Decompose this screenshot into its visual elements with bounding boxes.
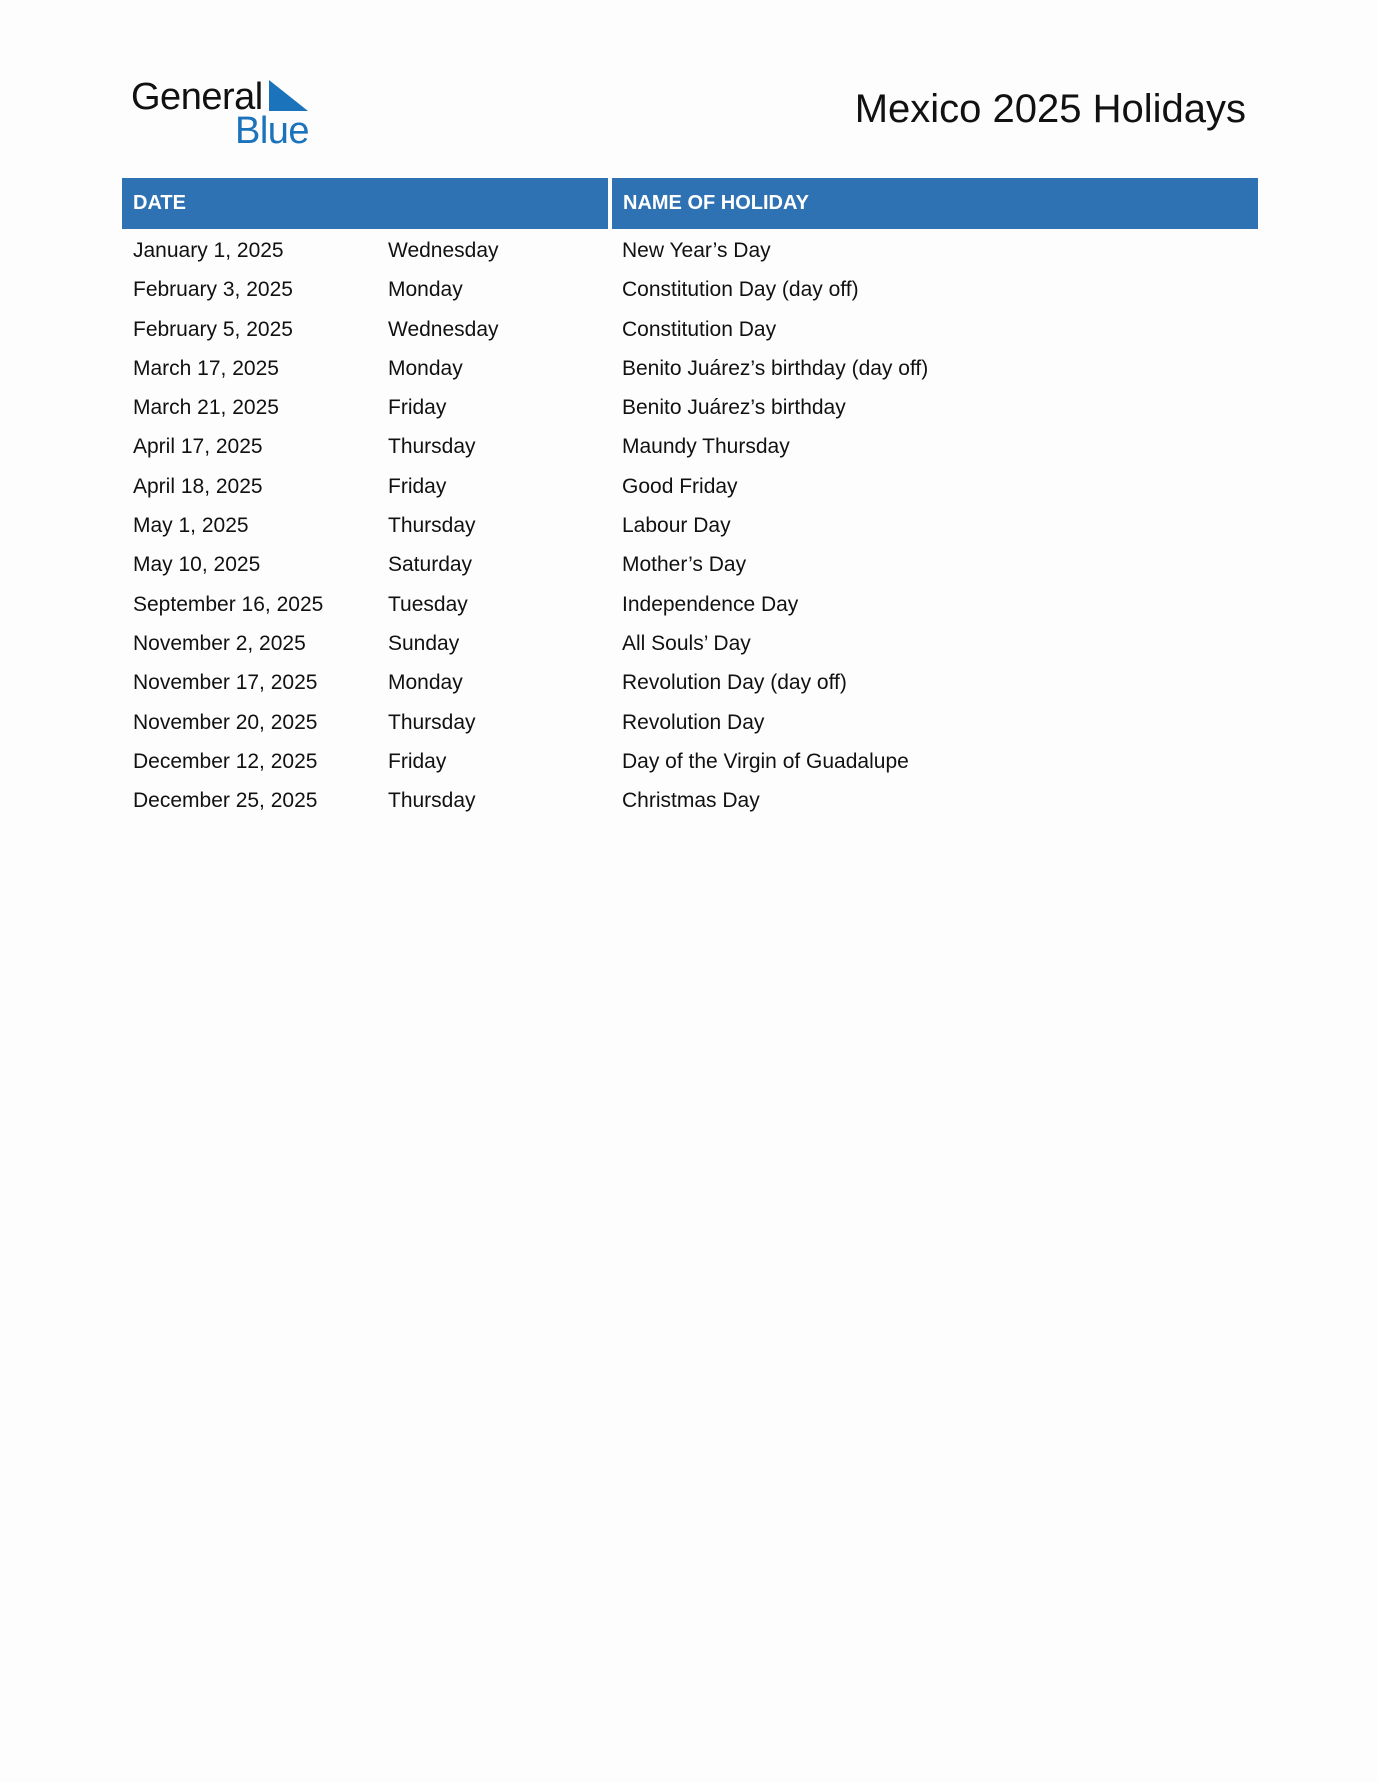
holiday-weekday: Thursday <box>388 710 476 734</box>
holiday-date: November 20, 2025 <box>133 710 318 734</box>
holiday-weekday: Monday <box>388 671 463 695</box>
holiday-date: February 5, 2025 <box>133 317 293 341</box>
logo-word-blue: Blue <box>235 110 310 152</box>
table-row <box>122 703 1258 742</box>
table-header <box>122 178 1258 229</box>
holiday-date: May 10, 2025 <box>133 553 261 577</box>
holiday-name: Mother’s Day <box>622 553 747 577</box>
holiday-name: All Souls’ Day <box>622 631 751 655</box>
holiday-weekday: Friday <box>388 749 447 773</box>
logo <box>131 74 331 154</box>
table-row <box>122 349 1258 388</box>
column-header-date: DATE <box>122 178 608 229</box>
table-row <box>122 624 1258 663</box>
table-row <box>122 231 1258 270</box>
holiday-weekday: Thursday <box>388 514 476 538</box>
holiday-date: March 21, 2025 <box>133 396 279 420</box>
holiday-name: Benito Juárez’s birthday (day off) <box>622 356 929 380</box>
holiday-name: Benito Juárez’s birthday <box>622 396 846 420</box>
holiday-weekday: Thursday <box>388 789 476 813</box>
holiday-weekday: Tuesday <box>388 592 468 616</box>
holiday-date: April 18, 2025 <box>133 474 263 498</box>
holiday-weekday: Saturday <box>388 553 473 577</box>
holiday-name: Good Friday <box>622 474 738 498</box>
holiday-name: Independence Day <box>622 592 799 616</box>
holiday-name: Constitution Day <box>622 317 777 341</box>
logo-word-general: General <box>131 76 263 118</box>
table-row <box>122 388 1258 427</box>
holiday-weekday: Wednesday <box>388 317 499 341</box>
holiday-date: January 1, 2025 <box>133 239 284 262</box>
holiday-date: November 17, 2025 <box>133 671 318 695</box>
table-row <box>122 427 1258 466</box>
page-title: Mexico 2025 Holidays <box>854 87 1246 131</box>
table-row <box>122 506 1258 545</box>
table-row <box>122 467 1258 506</box>
table-row <box>122 663 1258 702</box>
table-row <box>122 781 1258 820</box>
holidays-table <box>122 178 1258 820</box>
holiday-weekday: Friday <box>388 474 447 498</box>
table-body <box>122 231 1258 820</box>
holiday-date: December 12, 2025 <box>133 749 318 773</box>
holiday-date: December 25, 2025 <box>133 789 318 813</box>
column-header-holiday-name: NAME OF HOLIDAY <box>612 178 1258 229</box>
holiday-date: November 2, 2025 <box>133 631 306 655</box>
holiday-weekday: Thursday <box>388 435 476 459</box>
holiday-name: Revolution Day <box>622 710 765 734</box>
table-row <box>122 585 1258 624</box>
holiday-name: Maundy Thursday <box>622 435 790 459</box>
holiday-weekday: Monday <box>388 356 463 380</box>
holiday-date: April 17, 2025 <box>133 435 263 459</box>
holiday-date: February 3, 2025 <box>133 278 293 302</box>
holiday-date: September 16, 2025 <box>133 592 324 616</box>
holiday-name: Christmas Day <box>622 789 760 813</box>
holiday-name: Day of the Virgin of Guadalupe <box>622 749 909 773</box>
holiday-weekday: Friday <box>388 396 447 420</box>
table-row <box>122 742 1258 781</box>
table-row <box>122 270 1258 309</box>
holiday-date: March 17, 2025 <box>133 356 279 380</box>
holiday-weekday: Wednesday <box>388 239 499 262</box>
holiday-name: Constitution Day (day off) <box>622 278 859 302</box>
holiday-name: Labour Day <box>622 514 731 538</box>
holiday-name: Revolution Day (day off) <box>622 671 847 695</box>
table-row <box>122 310 1258 349</box>
holiday-weekday: Sunday <box>388 631 460 655</box>
holiday-date: May 1, 2025 <box>133 514 249 538</box>
holiday-name: New Year’s Day <box>622 239 771 262</box>
holiday-weekday: Monday <box>388 278 463 302</box>
table-row <box>122 545 1258 584</box>
